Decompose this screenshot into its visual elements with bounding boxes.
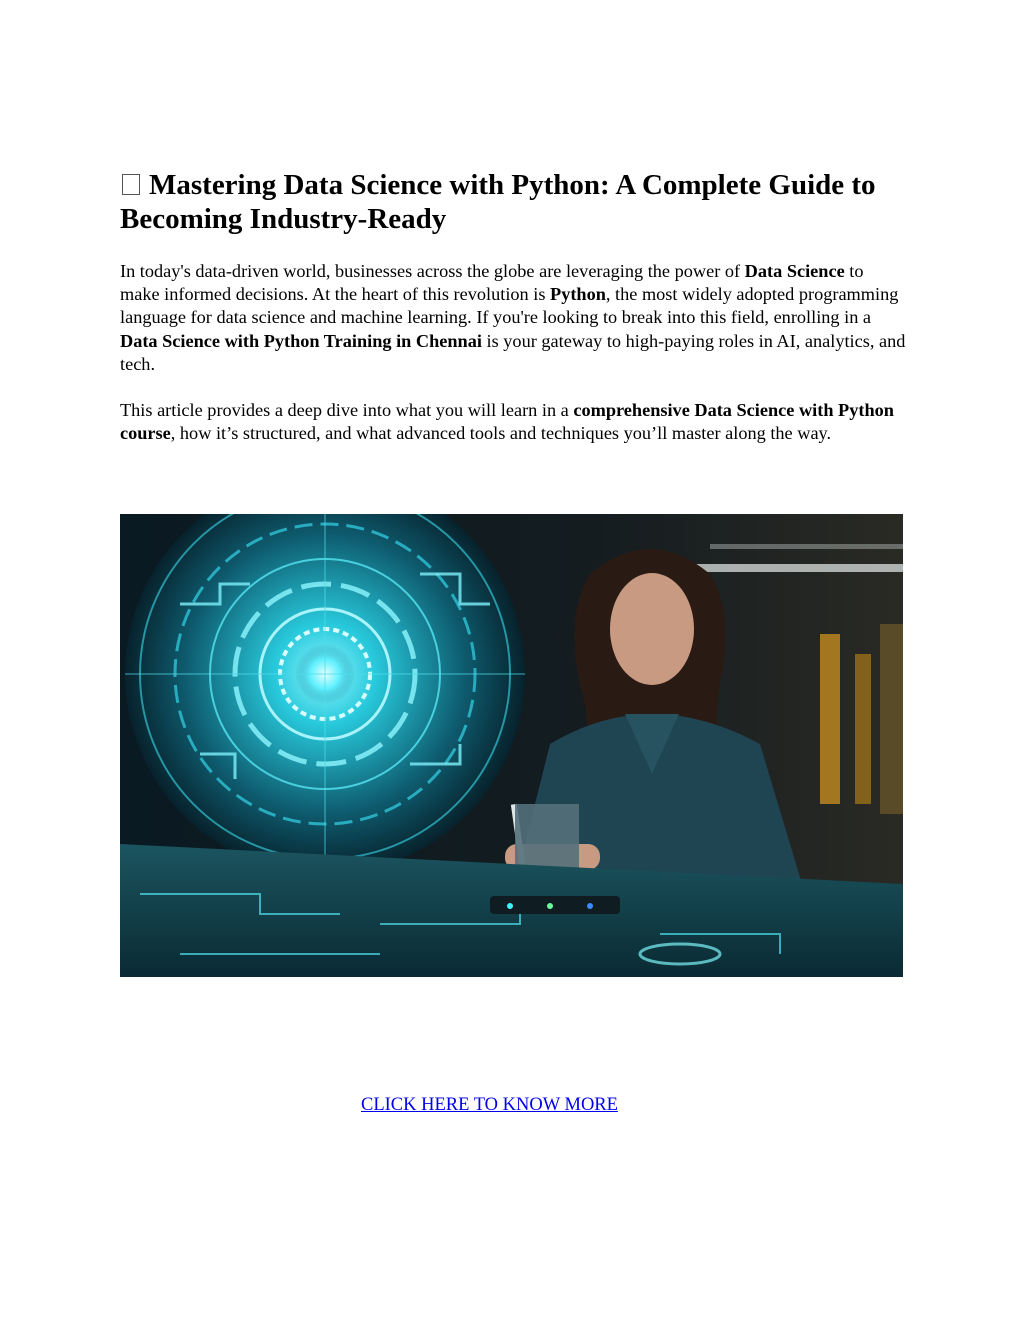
intro-bold-training: Data Science with Python Training in Chennai: [120, 330, 482, 351]
intro-paragraph: [120, 260, 906, 376]
overview-text-2: , how it’s structured, and what advanced tools and techniques you’ll master along the way.: [170, 423, 832, 444]
know-more-link[interactable]: CLICK HERE TO KNOW MORE: [361, 1095, 618, 1115]
overview-text-1: This article provides a deep dive into what you will learn in a: [120, 400, 574, 420]
hero-image: [120, 514, 903, 977]
intro-bold-data-science: Data Science: [744, 261, 845, 281]
intro-text-3: , the most widely adopted programming language for data science and machine learning. If you're looking to break into this field, enrolling in a: [120, 284, 899, 328]
article-title-text: Mastering Data Science with Python: A Complete Guide to Becoming Industry-Ready: [120, 169, 876, 235]
intro-text-2: to make informed decisions. At the heart of this revolution is: [120, 261, 864, 305]
intro-text-4: is your gateway to high-paying roles in AI, analytics, and tech.: [120, 330, 906, 374]
missing-glyph-icon: [122, 174, 140, 195]
overview-bold-course: comprehensive Data Science with Python course: [120, 400, 894, 444]
hero-illustration: [120, 514, 903, 977]
overview-paragraph: [120, 399, 906, 445]
article-title: [120, 168, 906, 236]
intro-text-1: In today's data-driven world, businesses across the globe are leveraging the power of: [120, 261, 745, 281]
intro-bold-python: Python: [550, 284, 606, 305]
